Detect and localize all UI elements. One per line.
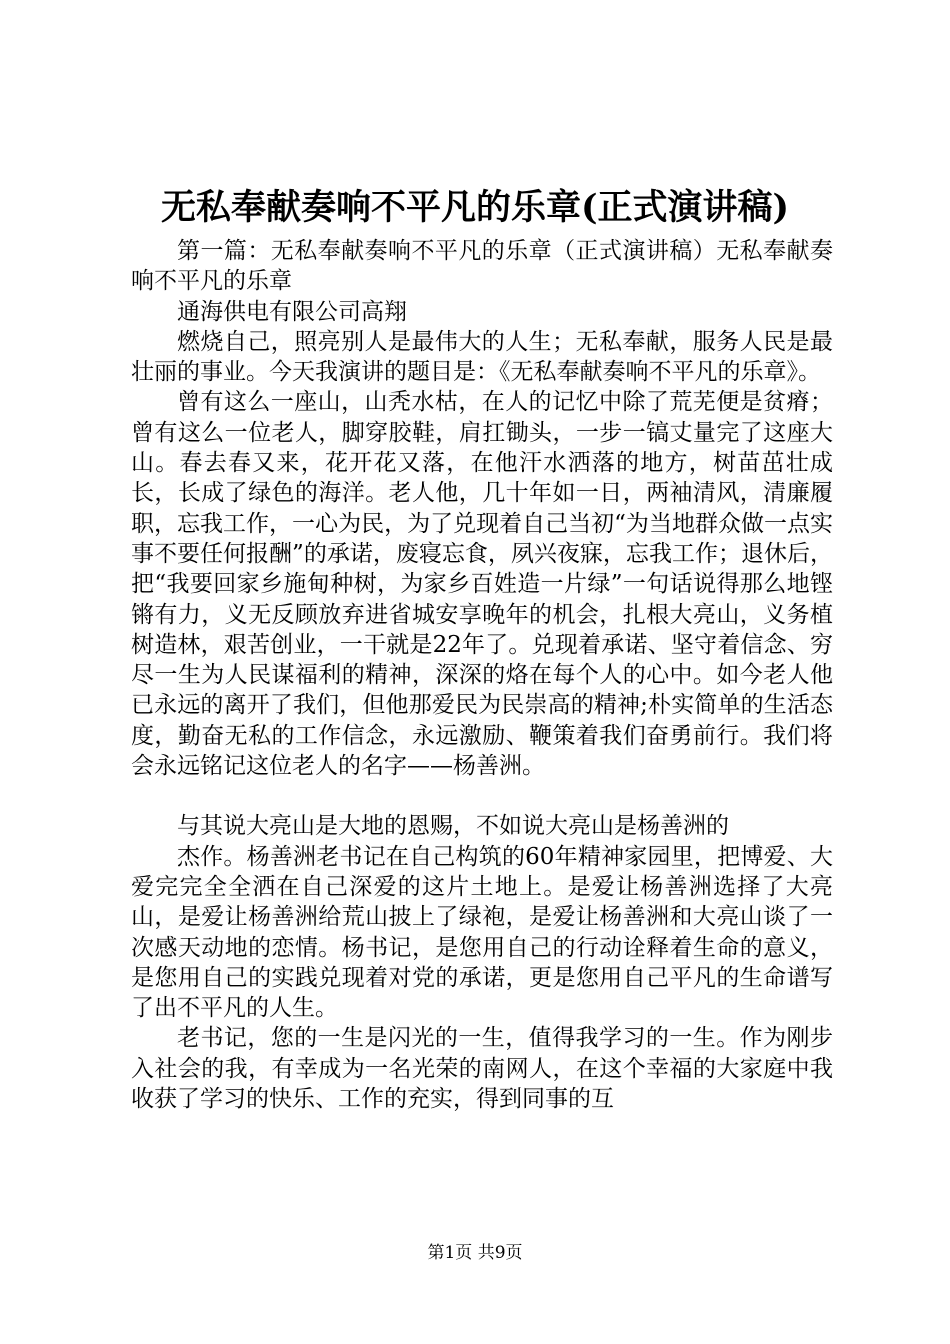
document-title: 无私奉献奏响不平凡的乐章(正式演讲稿) [160,187,790,228]
page-number: 第1页 共9页 [427,1243,523,1263]
page-footer [0,1242,950,1264]
paragraph: 燃烧自己，照亮别人是最伟大的人生；无私奉献，服务人民是最壮丽的事业。今天我演讲的题目是：《无私奉献奏响不平凡的乐章》。 [131,328,833,386]
paragraph: 老书记，您的一生是闪光的一生，值得我学习的一生。作为刚步入社会的我，有幸成为一名光荣的南网人，在这个幸福的大家庭中我收获了学习的快乐、工作的充实，得到同事的互 [131,1025,833,1113]
paragraph-section-heading: 第一篇：无私奉献奏响不平凡的乐章（正式演讲稿）无私奉献奏响不平凡的乐章 [131,238,833,295]
paragraph-author: 通海供电有限公司高翔 [177,298,407,325]
document-body [131,236,833,1114]
paragraph: 杰作。杨善洲老书记在自己构筑的60年精神家园里，把博爱、大爱完完全全洒在自己深爱的这片土地上。是爱让杨善洲选择了大亮山，是爱让杨善洲给荒山披上了绿袍，是爱让杨善洲和大亮山谈了一次感天动地的恋情。杨书记，是您用自己的行动诠释着生命的意义，是您用自己的实践兑现着对党的承诺，更是您用自己平凡的生命谱写了出不平凡的人生。 [131,843,833,1022]
paragraph: 与其说大亮山是大地的恩赐，不如说大亮山是杨善洲的 [177,813,729,840]
paragraph: 曾有这么一座山，山秃水枯，在人的记忆中除了荒芜便是贫瘠；曾有这么一位老人，脚穿胶鞋，肩扛锄头，一步一镐丈量完了这座大山。春去春又来，花开花又落，在他汗水洒落的地方，树苗茁壮成长，长成了绿色的海洋。老人他，几十年如一日，两袖清风，清廉履职，忘我工作，一心为民，为了兑现着自己当初“为当地群众做一点实事不要任何报酬”的承诺，废寝忘食，夙兴夜寐，忘我工作；退休后，把“我要回家乡施甸种树，为家乡百姓造一片绿”一句话说得那么地铿锵有力，义无反顾放弃进省城安享晚年的机会，扎根大亮山，义务植树造林，艰苦创业，一干就是22年了。兑现着承诺、坚守着信念、穷尽一生为人民谋福利的精神，深深的烙在每个人的心中。如今老人他已永远的离开了我们，但他那爱民为民崇高的精神;朴实简单的生活态度，勤奋无私的工作信念，永远激励、鞭策着我们奋勇前行。我们将会永远铭记这位老人的名字——杨善洲。 [131,389,833,780]
